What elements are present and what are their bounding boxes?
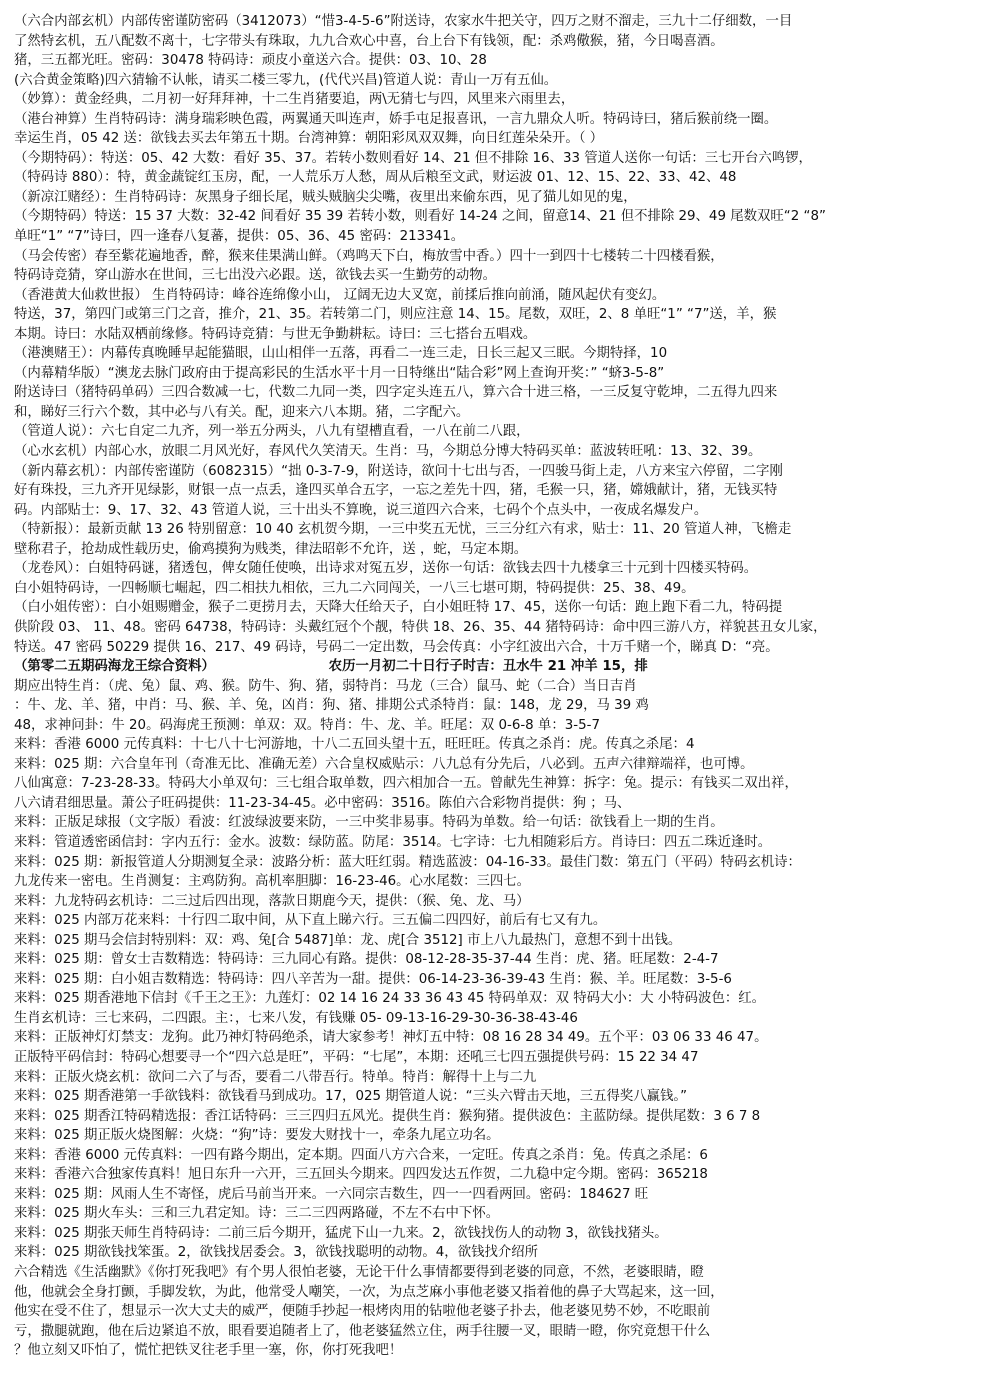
text-line: （马会传密）春至紫花遍地香，醉，猴来佳果满山鲜。（鸡鸣天下白，梅放雪中香。）四十一到四十七楼转二十四楼看猴，: [14, 248, 724, 264]
text-line: 来料：025 期：白小姐吉数精选：特码诗：四八辛苦为一甜。提供：06-14-23-36-39-43 生肖：猴、羊。旺尾数：3-5-6: [14, 971, 732, 987]
text-line: 八六请君细思量。萧公子旺码提供：11-23-34-45。必中密码：3516。陈伯六合彩物肖提供：狗 ；马、: [14, 795, 631, 811]
text-line: 单旺“1” “7”诗曰，四一逢春八复蕃，提供：05、36、45 密码：213341。: [14, 229, 465, 245]
text-line: 来料：025 期张天师生肖特码诗：二前三后今期开，猛虎下山一九来。2，欲钱找伤人的动物 3，欲钱找猪头。: [14, 1225, 668, 1241]
text-line: 他实在受不住了，想显示一次大丈夫的威严，便随手抄起一根烤肉用的钻啦他老婆子扑去，他老婆见势不妙，不吃眼前: [14, 1304, 711, 1320]
text-line: 来料：025 期正版火烧图解：火烧：“狗”诗：要发大财找十一，牵条九尾立功名。: [14, 1128, 500, 1144]
text-line: （港澳赌王）：内幕传真晚睡早起能猫眼，山山相伴一五落，再看二一连三走，日长三起又三眠。今期特择，10: [14, 346, 668, 362]
text-line: 来料：香港六合独家传真料！旭日东升一六开，三五回头今期来。四四发达五作贺，二九稳中定今期。密码：365218: [14, 1167, 708, 1183]
text-line: 来料：025 期香江特码精选报：香江话特码：三三四归五风光。提供生肖：猴狗猪。提供波色：主蓝防绿。提供尾数：3 6 7 8: [14, 1108, 761, 1124]
text-line: (六合黄金策略)四六猜输不认帐，请买二楼三零九，(代代兴昌)管道人说：青山一万有五仙。: [14, 72, 558, 88]
text-line: （新凉江赌经）：生肖特码诗：灰黑身子细长尾，贼头贼脑尖尖嘴，夜里出来偷东西，见了猫儿如见的鬼，: [14, 189, 637, 205]
text-line: （香港黄大仙救世报） 生肖特码诗：峰谷连绵像小山， 辽阔无边大叉宽，前揉后推向前涌，随风起伏有变幻。: [14, 287, 666, 303]
text-line: 特送。47 密码 50229 提供 16、217、49 码诗，号码二一定出数，马会传真：小字红波出六合，十万千赌一个，睇真 D：“亮。: [14, 639, 779, 655]
text-line: 来料：025 内部万花来料：十行四二取中间，从下直上睇六行。三五偏二四四好，前后有七又有九。: [14, 913, 607, 929]
text-line: 来料：025 期火车头：三和三九君定知。诗：三二三四两路碰，不左不右中下怀。: [14, 1206, 500, 1222]
text-line: 来料：香港 6000 元传真料：十七八十七河游地，十八二五回头望十五，旺旺旺。传真之杀肖：虎。传真之杀尾：4: [14, 737, 695, 753]
text-line: 码。内部贴士：9、17、32、43 管道人说，三十出头不算晚，说三道四六合来，七码个个点头中，一夜成名爆发户。: [14, 502, 708, 518]
text-line: 白小姐特码诗，一四畅顺七崛起，四二相扶九相依，三九二六同闯关，一八三七堪可期，特码提供：25、38、49。: [14, 580, 695, 596]
text-line: 生肖玄机诗：三七来码，二四跟。主：，七来八发，有钱赚 05- 09-13-16-29-30-36-38-43-46: [14, 1010, 578, 1026]
text-line: 来料：025 期马会信封特别料：双：鸡、兔[合 5487]单：龙、虎[合 3512] 市上八九最热门，意想不到十出钱。: [14, 932, 682, 948]
text-line: 猪，三五都光旺。密码：30478 特码诗：顽皮小童送六合。提供：03、10、28: [14, 53, 487, 69]
text-line: 来料：025 期：曾女士吉数精选：特码诗：三九同心有路。提供：08-12-28-35-37-44 生肖：虎、猪。旺尾数：2-4-7: [14, 952, 719, 968]
text-line: （今期特码）：特送：05、42 大数：看好 35、37。若转小数则看好 14、21 但不排除 16、33 管道人送你一句话：三七开台六鸣锣，: [14, 150, 812, 166]
text-line: 来料：九龙特码玄机诗：二三过后四出现，落款日期鹿今天，提供：（猴、兔、龙、马）: [14, 893, 530, 909]
text-line: （心水玄机）内部心水，放眼二月风光好，春风代久笑清天。生肖：马，今期总分博大特码买单：蓝波转旺吼：13、32、39。: [14, 444, 762, 460]
text-line: 来料：025 期：新报管道人分期测复全录：波路分析：蓝大旺红弱。精选蓝波：04-16-33。最佳门数：第五门（平码）特码玄机诗：: [14, 854, 801, 870]
text-line: 来料：025 期欲钱找笨蛋。2，欲钱找居委会。3，欲钱找聪明的动物。4，欲钱找介绍所: [14, 1245, 539, 1261]
text-line: （妙算）：黄金经典，二月初一好拜拜神，十二生肖猪要追，两\无猜七与四，风里来六雨里去，: [14, 92, 575, 108]
text-line: 六合精选《生活幽默》《你打死我吧》有个男人很怕老婆，无论干什么事情都要得到老婆的同意，不然，老婆眼睛，瞪: [14, 1265, 704, 1280]
text-line: （内幕精华版）“澳龙去脉门政府由于提高彩民的生活水平十月一日特继出“陆合彩”网上查询开奖：” “蛴3-5-8”: [14, 365, 665, 381]
text-line: （港台神算）生肖特码诗：满身瑞彩映色霞，两翼通天叫连声，娇手屯足报喜讯，一言九鼎众人听。特码诗曰，猪后猴前绕一圈。: [14, 111, 778, 127]
text-line: 来料：管道透密函信封：字内五行：金水。波数：绿防蓝。防尾：3514。七字诗：七九相随彩后方。肖诗曰：四五二珠近逢时。: [14, 834, 772, 850]
text-line: （六合内部玄机）内部传密谨防密码（3412073）“惜3-4-5-6”附送诗，农家水牛把关守，四万之财不溜走，三九十二仔细数，一目: [14, 14, 793, 29]
text-line: 八仙寓意：7-23-28-33。特码大小单双句：三七组合取单数，四六相加合一五。曾献先生神算：拆字：兔。提示：有钱买二双出祥，: [14, 776, 798, 792]
text-line: 附送诗曰（猪特码单码）三四合数减一七，代数二九同一类，四字定头连五八，算六合十进三格，一三反复守乾坤，二五得九四来: [14, 385, 778, 401]
text-line: 壁称君子，抢劫成性载历史，偷鸡摸狗为贱类，律法昭彰不允许，送 ，蛇，马定本期。: [14, 541, 528, 557]
text-line: 来料：香港 6000 元传真料：一四有路今期出，定本期。四面八方六合来，一定旺。传真之杀肖：兔。传真之杀尾：6: [14, 1147, 708, 1163]
text-line: ？他立刻又吓怕了，慌忙把铁叉往老手里一塞，你，你打死我吧！: [14, 1343, 403, 1359]
text-line: 期应出特生肖：（虎、兔）鼠、鸡、猴。防牛、狗、猪，弱特肖：马龙（三合）鼠马、蛇（二合）当日吉肖: [14, 678, 637, 694]
text-line: 48，求神问卦：牛 20。码海虎王预测：单双：双。特肖：牛、龙、羊。旺尾：双 0-6-8 单：3-5-7: [14, 717, 600, 733]
text-line: 来料：025 期：风雨人生不寄怪，虎后马前当开来。一六同宗吉数生，四一一四看两回。密码：184627 旺: [14, 1186, 649, 1202]
text-line: （龙卷风）：白姐特码谜，猪透包，俾女随任使唤，出诗求对冤五岁，送你一句话：欲钱去四十九楼拿三十元到十四楼买特码。: [14, 561, 758, 577]
text-line: 特码诗竞猜，穿山游水在世间，三七出没六必跟。送，欲钱去买一生勤劳的动物。: [14, 268, 497, 284]
text-line: 来料：正版足球报（文字版）看波：红波绿波要来防，一三中奖非易事。特码为单数。给一句话：欲钱看上一期的生肖。: [14, 815, 724, 831]
text-line: 他，他就会全身打颤，手脚发软，为此，他常受人嘲笑，一次，为点芝麻小事他老婆又指着他的鼻子大骂起来，这一回，: [14, 1284, 724, 1300]
text-line: （特新报）：最新贡献 13 26 特别留意：10 40 玄机贺今期，一三中奖五无忧，三三分红六有求，贴士：11、20 管道人神，飞檐走: [14, 522, 792, 538]
text-line: （今期特码）特送：15 37 大数：32-42 间看好 35 39 若转小数，则看好 14-24 之间，留意14、21 但不排除 29、49 尾数双旺“2 “8”: [14, 209, 826, 225]
text-line: 特送，37，第四门或第三门之音，推介，21、35。若转第二门，则应注意 14、15。尾数，双旺，2、8 单旺“1” “7”送，羊，猴: [14, 307, 777, 323]
text-line: 来料：正版神灯灯禁支：龙狗。此乃神灯特码绝杀，请大家参考！神灯五中特：08 16 28 34 49。五个平：03 06 33 46 47。: [14, 1030, 768, 1046]
text-line: 和，睇好三行六个数，其中必与八有关。配，迎来六八本期。猪，二字配六。: [14, 404, 470, 420]
text-line: 来料：正版火烧玄机：欲问二六了与否，要看二八带吾行。特单。特肖：解得十上与二九: [14, 1069, 537, 1085]
text-line: 来料：025 期：六合皇年刊（奇准无比、准确无差）六合皇权威贴示：八九总有分先后，八必到。五声六律辩端祥，也可博。: [14, 756, 754, 772]
text-line: 了然特玄机，五八配数不离十，七字带头有珠取，九九合欢心中喜，台上台下有钱领，配：杀鸡儆猴，猪，今日喝喜酒。: [14, 33, 724, 49]
section-title: （第零二五期码海龙王综合资料） 农历一月初二十日行子时吉：丑水牛 21 冲羊 15，排: [14, 659, 648, 675]
text-line: （特码诗 880）：特，黄金蔬锭红玉房，配，一人荒乐万人愁，周从后粮至文武，财运波 01、12、15、22、33、42、48: [14, 170, 737, 186]
text-line: 本期。诗曰：水陆双栖前缘修。特码诗竞猜：与世无争勤耕耘。诗曰：三七搭台五唱戏。: [14, 326, 537, 342]
text-line: （管道人说）：六七自定二九齐，列一举五分两头，八九有望槽直看，一八在前二八跟，: [14, 424, 530, 440]
text-line: 好有珠投，三九齐开见绿影，财银一点一点丢，逢四买单合五字，一忘之差先十四，猪，毛猴一只，猪，嫦娥献计，猪，无钱买特: [14, 483, 778, 499]
text-line: 供阶段 03、 11、48。密码 64738，特码诗：头戴红冠个个靓，特供 18、26、35、44 猪特码诗：命中四三游八方，祥貌甚丑女儿家，: [14, 619, 827, 635]
text-line: 九龙传来一密电。生肖测复：主鸡防狗。高机率胆脚：16-23-46。心水尾数：三四七。: [14, 874, 531, 890]
text-line: 亏，撒腿就跑，他在后边紧追不放，眼看要追随者上了，他老婆猛然立住，两手往腰一叉，眼睛一瞪，你究竟想干什么: [14, 1323, 711, 1339]
text-line: （新内幕玄机）：内部传密谨防（6082315）“拙 0-3-7-9，附送诗，欲问十七出与否，一四骏马街上走，八方来宝六停留，二字刚: [14, 463, 783, 479]
text-line: 正版特平码信封：特码心想要寻一个“四六总是旺”，平码：“七尾”，本期：还吼三七四五强提供号码：15 22 34 47: [14, 1049, 699, 1065]
text-line: ：牛、龙、羊、猪，中肖：马、猴、羊、兔，凶肖：狗、猪、排期公式杀特肖：鼠：148，龙 29，马 39 鸡: [14, 698, 649, 714]
text-line: 幸运生肖，05 42 送：欲钱去买去年第五十期。台湾神算：朝阳彩凤双双舞，向日红莲朵朵开。（ ）: [14, 131, 604, 147]
text-line: 来料：025 期香港第一手欲钱料：欲钱看马到成功。17，025 期管道人说：“三头六臂击天地，三五得奖八赢钱。”: [14, 1089, 688, 1105]
text-line: （白小姐传密）：白小姐赐赠金，猴子二更捞月去，天降大任给天子，白小姐旺特 17、45，送你一句话：跑上跑下看二九，特码提: [14, 600, 783, 616]
text-line: 来料：025 期香港地下信封《千王之王》：九莲灯：02 14 16 24 33 36 43 45 特码单双：双 特码大小：大 小特码波色：红。: [14, 991, 766, 1007]
